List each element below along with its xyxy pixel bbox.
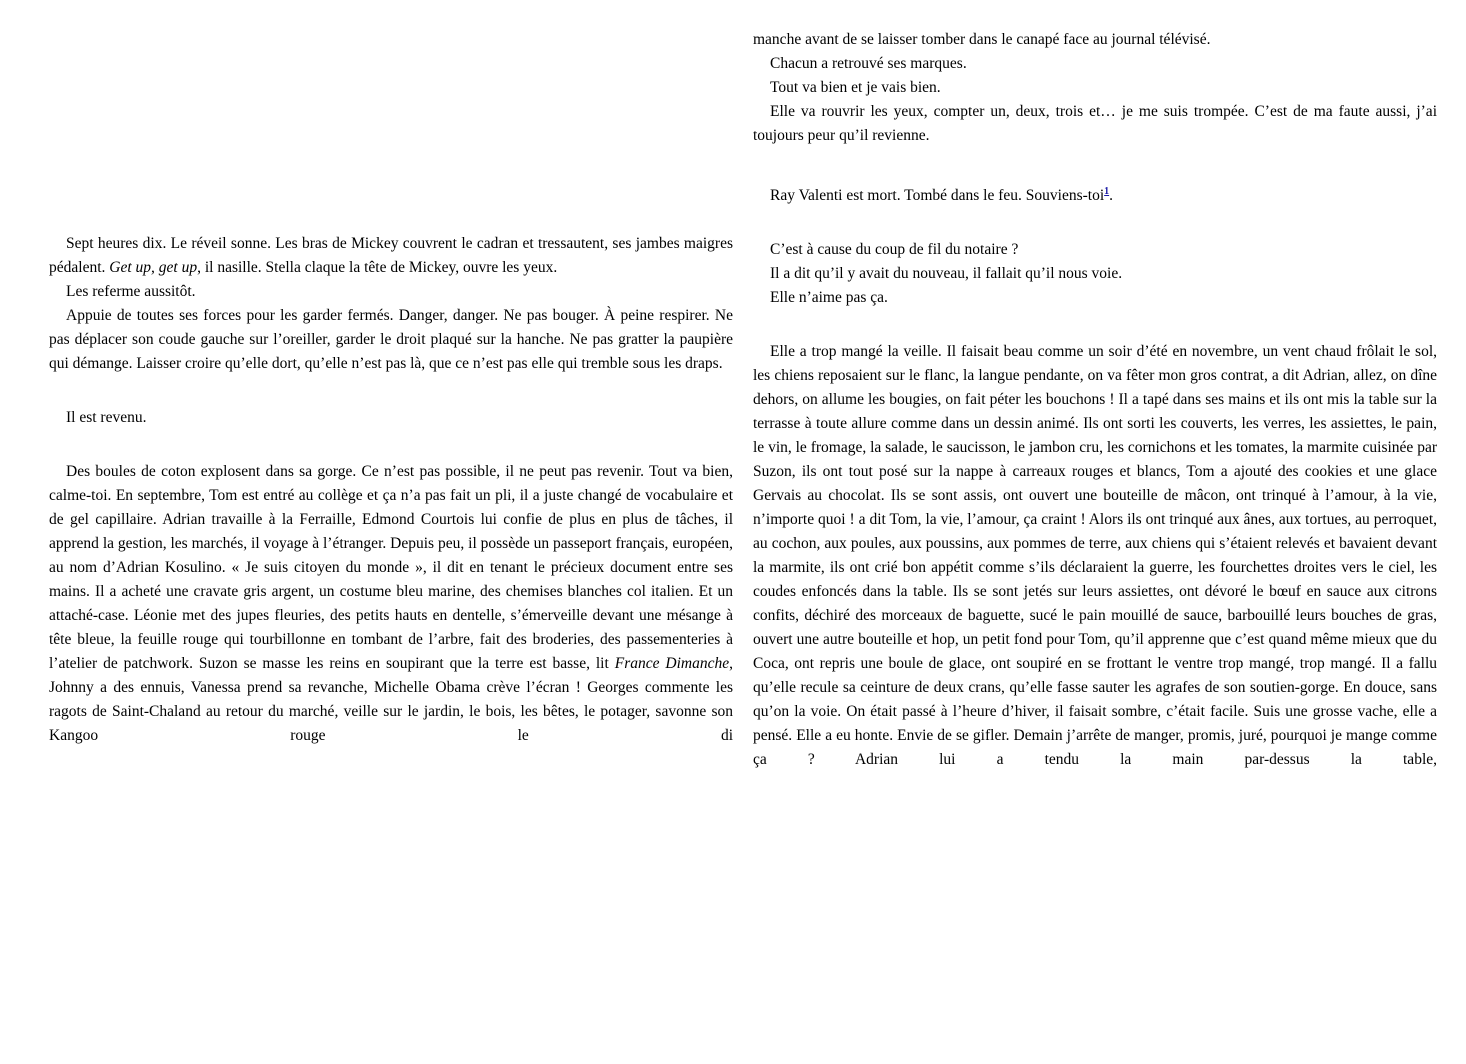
paragraph-reopen-eyes: Elle va rouvrir les yeux, compter un, deux, trois et… je me suis trompée. C’est de ma faute aussi, j’ai toujours peur qu’il revienne. <box>753 103 1437 144</box>
paragraph-cotton-balls <box>49 460 733 748</box>
right-page <box>753 0 1437 860</box>
paragraph-marks: Chacun a retrouvé ses marques. <box>770 55 967 72</box>
paragraph-dislike: Elle n’aime pas ça. <box>770 289 888 307</box>
paragraph-alarm-text-a: Sept heures dix. Le réveil sonne. Les bras de Mickey couvrent le cadran et tressautent, ses jambes maigres pédalent. <box>49 235 733 276</box>
paragraph-news: Il a dit qu’il y avait du nouveau, il fallait qu’il nous voie. <box>770 265 1123 283</box>
paragraph-cotton-balls-text-b: , Johnny a des ennuis, Vanessa prend sa revanche, Michelle Obama crève l’écran ! Georges commente les ragots de Saint-Chaland au retour du marché, veille sur le jardin, le bois, les bêtes, le potager, savonne son Kangoo rouge le di <box>49 655 733 744</box>
paragraph-gap <box>49 430 733 460</box>
left-page <box>49 0 733 1064</box>
paragraph-all-good: Tout va bien et je vais bien. <box>770 79 941 96</box>
paragraph-gap <box>753 208 1437 238</box>
paragraph-cotton-balls-text-a: Des boules de coton explosent dans sa gorge. Ce n’est pas possible, il ne peut pas revenir. Tout va bien, calme-toi. En septembre, Tom est entré au collège et ça n’a pas fait un pli, il a juste changé de vocabulaire et de gel capillaire. Adrian travaille à la Ferraille, Edmond Courtois lui confie de plus en plus de tâches, il apprend la gestion, les marchés, il voyage à l’étranger. Depuis peu, il possède un passeport français, européen, au nom d’Adrian Kosulino. « Je suis citoyen du monde », il dit en tenant le précieux document entre ses mains. Il a acheté une cravate gris argent, un costume bleu marine, des chemises blanches col italien. Et un attaché-case. Léonie met des jupes fleuries, des petits hauts en dentelle, s’émerveille devant une mésange à tête bleue, la feuille rouge qui tourbillonne en tombant de l’arbre, fait des broderies, des passementeries à l’atelier de patchwork. Suzon se masse les reins en soupirant que la terre est basse, lit <box>49 463 733 672</box>
paragraph-alarm-text-b: , il nasille. Stella claque la tête de Mickey, ouvre les yeux. <box>197 259 558 276</box>
paragraph-ray-valenti <box>753 178 1437 208</box>
paragraph-cotton-balls-italic: France Dimanche <box>614 655 730 672</box>
paragraph-notary: C’est à cause du coup de fil du notaire ? <box>770 241 1019 259</box>
footnote-link[interactable]: 1 <box>1104 186 1110 197</box>
paragraph-he-is-back: Il est revenu. <box>66 409 147 426</box>
paragraph-closes-eyes: Les referme aussitôt. <box>66 283 196 300</box>
paragraph-gap <box>753 148 1437 178</box>
paragraph-ray-valenti-text-a: Ray Valenti est mort. Tombé dans le feu. Souviens-toi <box>770 187 1105 205</box>
paragraph-gap <box>49 376 733 406</box>
paragraph-continuation: manche avant de se laisser tomber dans le canapé face au journal télévisé. <box>753 31 1211 48</box>
paragraph-keep-still: Appuie de toutes ses forces pour les garder fermés. Danger, danger. Ne pas bouger. À peine respirer. Ne pas déplacer son coude gauche sur l’oreiller, garder le droit plaqué sur la hanche. Ne pas gratter la paupière qui démange. Laisser croire qu’elle dort, qu’elle n’est pas là, que ce n’est pas elle qui tremble sous les draps. <box>49 307 733 372</box>
paragraph-ray-valenti-text-b: . <box>1109 187 1114 205</box>
paragraph-gap <box>753 310 1437 340</box>
paragraph-alarm <box>49 232 733 280</box>
paragraph-dinner: Elle a trop mangé la veille. Il faisait beau comme un soir d’été en novembre, un vent chaud frôlait le sol, les chiens reposaient sur le flanc, la langue pendante, on va fêter mon gros contrat, a dit Adrian, allez, on dîne dehors, on allume les bougies, on fait péter les bouchons ! Il a tapé dans ses mains et ils ont mis la table sur la terrasse à toute allure comme dans un dessin animé. Ils ont sorti les couverts, les verres, les assiettes, le pain, le vin, le fromage, la salade, le saucisson, le jambon cru, les cornichons et les tomates, la marmite cuisinée par Suzon, ils ont tout posé sur la nappe à carreaux rouges et blancs, Tom a ajouté des cookies et une glace Gervais au chocolat. Ils se sont assis, ont ouvert une bouteille de mâcon, ont trinqué à l’amour, à la vie, n’importe quoi ! a dit Tom, la vie, l’amour, ça craint ! Alors ils ont trinqué aux ânes, aux tortues, au perroquet, au cochon, aux poules, aux poussins, aux pommes de terre, aux chiens qui s’étaient relevés et bavaient devant la marmite, ils ont crié bon appétit comme s’ils déclaraient la guerre, les fourchettes droites vers le ciel, les coudes enfoncés dans la table. Ils se sont jetés sur leurs assiettes, ont dévoré le bœuf en sauce aux citrons confits, déchiré des morceaux de baguette, sucé le pain mouillé de sauce, barbouillé leurs bouches de gras, ouvert une autre bouteille et hop, un petit fond pour Tom, qu’il apprenne que c’est quand même mieux que du Coca, ont repris une boule de glace, ont soupiré en se frottant le ventre trop mangé, trop mangé. Il a fallu qu’elle recule sa ceinture de deux crans, qu’elle fasse sauter les agrafes de son soutien-gorge. En douce, sans qu’on la voie. On était passé à l’heure d’hiver, il faisait sombre, c’était facile. Suis une grosse vache, elle a pensé. Elle a eu honte. Envie de se gifler. Demain j’arrête de manger, promis, juré, pourquoi je mange comme ça ? Adrian lui a tendu la main par-dessus la table, <box>753 343 1437 769</box>
paragraph-alarm-italic: Get up, get up <box>109 259 198 276</box>
